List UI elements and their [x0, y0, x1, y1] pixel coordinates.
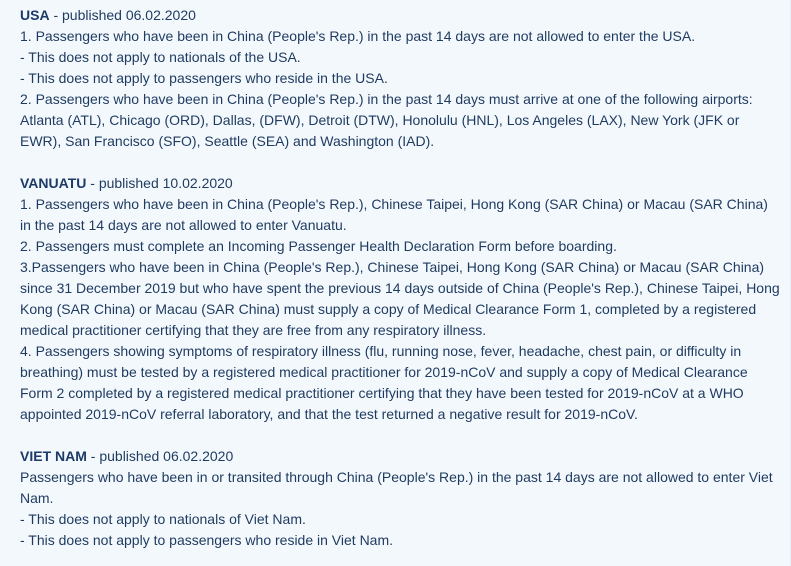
country-section-vanuatu — [20, 173, 781, 425]
restriction-line: Passengers who have been in or transited through China (People's Rep.) in the past 14 days are not allowed to enter Viet Nam. — [20, 469, 773, 506]
country-section-viet-nam — [20, 446, 781, 551]
restriction-line: - This does not apply to nationals of Viet Nam. — [20, 511, 306, 527]
restriction-line: - This does not apply to nationals of the USA. — [20, 49, 301, 65]
restriction-line: - This does not apply to passengers who reside in the USA. — [20, 70, 388, 86]
restriction-line: 1. Passengers who have been in China (People's Rep.) in the past 14 days are not allowed to enter the USA. — [20, 28, 696, 44]
restriction-line: 1. Passengers who have been in China (People's Rep.), Chinese Taipei, Hong Kong (SAR China) or Macau (SAR China) in the past 14 days are not allowed to enter Vanuatu. — [20, 196, 768, 233]
restriction-line: - This does not apply to passengers who reside in Viet Nam. — [20, 532, 394, 548]
section-header — [20, 5, 781, 26]
restriction-line: 2. Passengers must complete an Incoming Passenger Health Declaration Form before boarding. — [20, 238, 617, 254]
published-date: - published 06.02.2020 — [49, 7, 196, 23]
published-date: - published 06.02.2020 — [86, 448, 234, 464]
restriction-line: 3.Passengers who have been in China (People's Rep.), Chinese Taipei, Hong Kong (SAR China) or Macau (SAR China) since 31 December 2019 but who have spent the previous 14 days outside of China (People's Rep.), Chinese Taipei, Hong Kong (SAR China) or Macau (SAR China) must supply a copy of Medical Clearance Form 1, completed by a registered medical practitioner certifying that they are free from any respiratory illness. — [20, 259, 780, 338]
country-name: VIET NAM — [20, 448, 87, 464]
restriction-line: 2. Passengers who have been in China (People's Rep.) in the past 14 days must arrive at one of the following airports: Atlanta (ATL), Chicago (ORD), Dallas, (DFW), Detroit (DTW), Honolulu (HNL), Los Angeles (LAX), New York (JFK or EWR), San Francisco (SFO), Seattle (SEA) and Washington (IAD). — [20, 91, 753, 149]
country-name: VANUATU — [20, 175, 87, 191]
section-header — [20, 173, 781, 194]
restriction-line: 4. Passengers showing symptoms of respiratory illness (flu, running nose, fever, headache, chest pain, or difficulty in breathing) must be tested by a registered medical practitioner for 2019-nCoV and supply a copy of Medical Clearance Form 2 completed by a registered medical practitioner certifying that they have been tested for 2019-nCoV at a WHO appointed 2019-nCoV referral laboratory, and that the test returned a negative result for 2019-nCoV. — [20, 343, 748, 422]
country-name: USA — [20, 7, 50, 23]
country-section-usa — [20, 5, 781, 152]
published-date: - published 10.02.2020 — [86, 175, 233, 191]
section-header — [20, 446, 781, 467]
